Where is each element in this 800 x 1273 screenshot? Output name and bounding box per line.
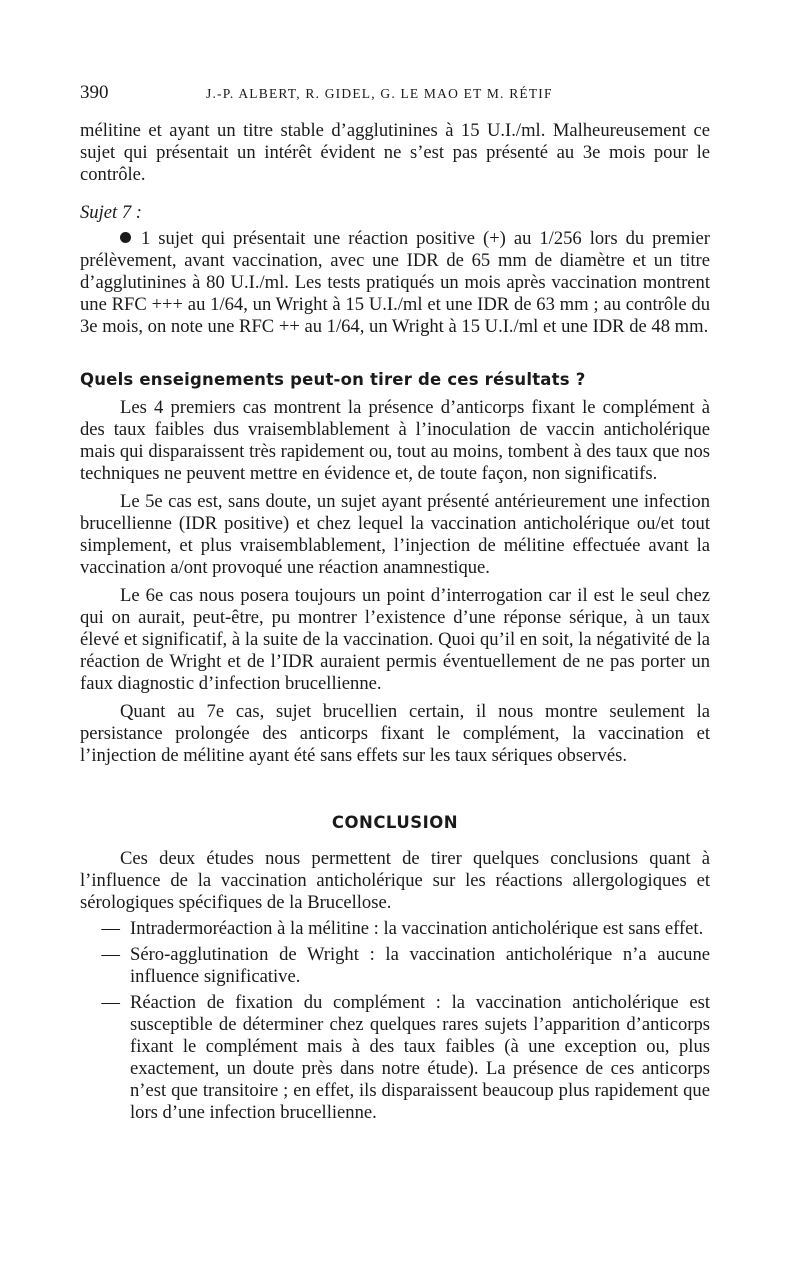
subject-7-text: 1 sujet qui présentait une réaction positive (+) au 1/256 lors du premier prélèvement, avant vaccination, avec une IDR de 65 mm de diamètre et un titre d’agglutinines à 80 U.I./ml. Les tests pratiqués un mois après vaccination montrent une RFC +++ au 1/64, un Wright à 15 U.I./ml et une IDR de 63 mm ; au contrôle du 3e mois, on note une RFC ++ au 1/64, un Wright à 15 U.I./ml et une IDR de 48 mm.	[80, 228, 710, 337]
list-item	[80, 918, 710, 940]
question-heading: Quels enseignements peut-on tirer de ces résultats ?	[80, 370, 586, 389]
discussion-paragraph-3: Le 6e cas nous posera toujours un point d’interrogation car il est le seul chez qui on aurait, peut-être, pu montrer l’existence d’une réponse sérique, à un taux élevé et significatif, à la suite de la vaccination. Quoi qu’il en soit, la négativité de la réaction de Wright et de l’IDR auraient permis éventuellement de ne pas porter un faux diagnostic d’infection brucellienne.	[80, 585, 710, 694]
discussion-paragraph-2: Le 5e cas est, sans doute, un sujet ayant présenté antérieurement une infection brucellienne (IDR positive) et chez lequel la vaccination anticholérique ou/et tout simplement, et plus vraisemblablement, l’injection de mélitine effectuée avant la vaccination a/ont provoqué une réaction anamnestique.	[80, 491, 710, 578]
dash-marker: —	[101, 992, 120, 1013]
list-item-text: Réaction de fixation du complément : la vaccination anticholérique est susceptible de déterminer chez quelques rares sujets l’apparition d’anticorps fixant le complément mais à des taux faibles (à une exception ou, plus exactement, un doute près dans notre étude). La présence de ces anticorps n’est que transitoire ; en effet, ils disparaissent beaucoup plus rapidement que lors d’une infection brucellienne.	[130, 992, 710, 1123]
discussion-paragraph-1: Les 4 premiers cas montrent la présence d’anticorps fixant le complément à des taux faibles dus vraisemblablement à l’inoculation de vaccin anticholérique mais qui disparaissent très rapidement ou, tout au moins, tombent à des taux que nos techniques ne peuvent mettre en évidence et, de toute façon, non significatifs.	[80, 397, 710, 484]
subject-7-heading: Sujet 7 :	[80, 202, 142, 223]
list-item-text: Intradermoréaction à la mélitine : la vaccination anticholérique est sans effet.	[130, 918, 704, 939]
subject-7-paragraph	[80, 228, 710, 338]
conclusion-intro: Ces deux études nous permettent de tirer quelques conclusions quant à l’influence de la vaccination anticholérique sur les réactions allergologiques et sérologiques spécifiques de la Brucellose.	[80, 848, 710, 913]
bullet-icon	[120, 232, 131, 243]
page-number: 390	[80, 82, 109, 103]
list-item	[80, 944, 710, 988]
dash-marker: —	[101, 944, 120, 965]
dash-marker: —	[101, 918, 120, 939]
running-header	[80, 82, 710, 106]
intro-paragraph: mélitine et ayant un titre stable d’agglutinines à 15 U.I./ml. Malheureusement ce sujet qui présentait un intérêt évident ne s’est pas présenté au 3e mois pour le contrôle.	[80, 120, 710, 185]
list-item-text: Séro-agglutination de Wright : la vaccination anticholérique n’a aucune influence significative.	[130, 944, 710, 987]
journal-page	[80, 82, 710, 1124]
conclusion-heading: CONCLUSION	[331, 813, 459, 832]
conclusion-list	[80, 918, 710, 1124]
running-head-authors: J.-P. ALBERT, R. GIDEL, G. LE MAO ET M. RÉTIF	[206, 86, 553, 101]
list-item	[80, 992, 710, 1124]
discussion-paragraph-4: Quant au 7e cas, sujet brucellien certain, il nous montre seulement la persistance prolongée des anticorps fixant le complément, la vaccination et l’injection de mélitine ayant été sans effets sur les taux sériques observés.	[80, 701, 710, 766]
